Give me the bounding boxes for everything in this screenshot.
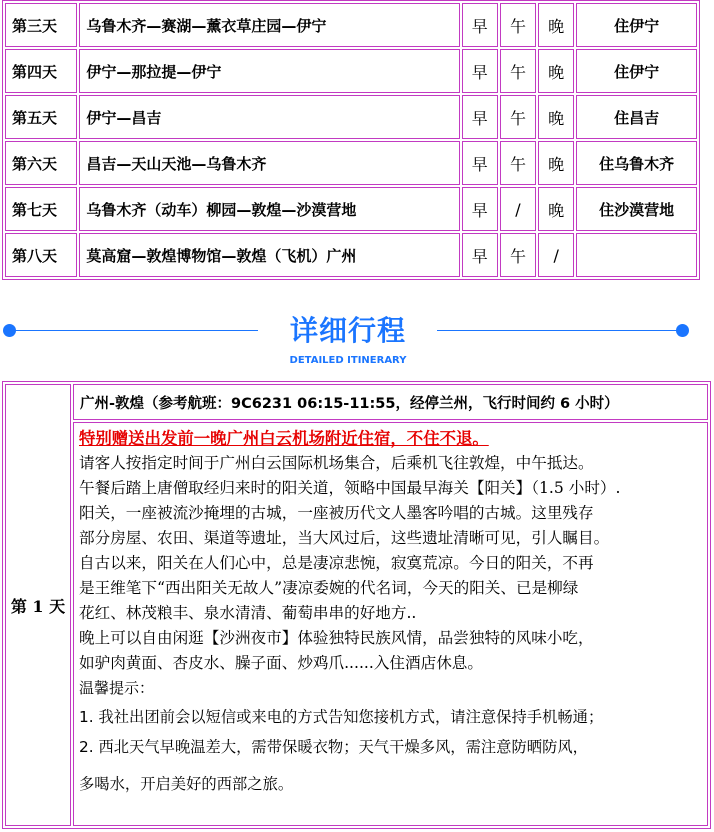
- lunch-cell: 午: [500, 3, 536, 47]
- breakfast-cell: 早: [462, 49, 498, 93]
- description-line: 请客人按指定时间于广州白云国际机场集合，后乘机飞往敦煌，中午抵达。: [79, 454, 594, 472]
- description-line: 部分房屋、农田、渠道等遗址，当大风过后，这些遗址清晰可见，引人瞩目。: [79, 529, 610, 547]
- flight-info: 广州-敦煌（参考航班：9C6231 06:15-11:55，经停兰州，飞行时间约 6 小时）: [73, 384, 708, 420]
- breakfast-cell: 早: [462, 95, 498, 139]
- table-row: [5, 95, 697, 139]
- lunch-cell: 午: [500, 233, 536, 277]
- table-row: [5, 384, 708, 420]
- section-heading: [0, 303, 714, 375]
- route-cell: 伊宁—那拉提—伊宁: [79, 49, 459, 93]
- day-cell: 第五天: [5, 95, 77, 139]
- dinner-cell: 晚: [538, 3, 574, 47]
- day-cell: 第三天: [5, 3, 77, 47]
- description-line: 花红、林茂粮丰、泉水清清、葡萄串串的好地方..: [79, 604, 417, 622]
- day-cell: 第六天: [5, 141, 77, 185]
- table-row: [5, 3, 697, 47]
- tip-item: 1. 我社出团前会以短信或来电的方式告知您接机方式，请注意保持手机畅通；: [79, 708, 604, 726]
- description-line: 晚上可以自由闲逛【沙洲夜市】体验独特民族风情，品尝独特的风味小吃，: [79, 629, 594, 647]
- breakfast-cell: 早: [462, 141, 498, 185]
- tip-item: 多喝水，开启美好的西部之旅。: [79, 775, 294, 793]
- hotel-cell: 住昌吉: [576, 95, 697, 139]
- day-detail-table: [2, 381, 711, 829]
- table-row: [5, 141, 697, 185]
- description-line: 是王维笔下“西出阳关无故人”凄凉委婉的代名词，今天的阳关、已是柳绿: [79, 579, 579, 597]
- description-line: 阳关，一座被流沙掩埋的古城，一座被历代文人墨客吟唱的古城。这里残存: [79, 504, 594, 522]
- tip-item: 2. 西北天气早晚温差大，需带保暖衣物；天气干燥多风，需注意防晒防风，: [79, 738, 588, 756]
- route-cell: 乌鲁木齐（动车）柳园—敦煌—沙漠营地: [79, 187, 459, 231]
- description-line: 自古以来，阳关在人们心中，总是凄凉悲惋，寂寞荒凉。今日的阳关，不再: [79, 554, 594, 572]
- table-row: [5, 422, 708, 826]
- day-cell: 第七天: [5, 187, 77, 231]
- lunch-cell: 午: [500, 95, 536, 139]
- description-line: 如驴肉黄面、杏皮水、臊子面、炒鸡爪......入住酒店休息。: [79, 654, 483, 672]
- dot-icon: [676, 324, 689, 337]
- lunch-cell: 午: [500, 141, 536, 185]
- dinner-cell: /: [538, 233, 574, 277]
- hotel-cell: [576, 233, 697, 277]
- route-cell: 莫高窟—敦煌博物馆—敦煌（飞机）广州: [79, 233, 459, 277]
- breakfast-cell: 早: [462, 3, 498, 47]
- route-cell: 伊宁—昌吉: [79, 95, 459, 139]
- day-cell: 第四天: [5, 49, 77, 93]
- lunch-cell: /: [500, 187, 536, 231]
- route-cell: 乌鲁木齐—赛湖—薰衣草庄园—伊宁: [79, 3, 459, 47]
- special-notice: 特别赠送出发前一晚广州白云机场附近住宿，不住不退。: [79, 429, 489, 448]
- dinner-cell: 晚: [538, 49, 574, 93]
- hotel-cell: 住乌鲁木齐: [576, 141, 697, 185]
- dinner-cell: 晚: [538, 141, 574, 185]
- section-title: 详细行程: [289, 314, 406, 347]
- table-row: [5, 187, 697, 231]
- divider-line: [10, 330, 258, 331]
- hotel-cell: 住伊宁: [576, 49, 697, 93]
- divider-line: [437, 330, 682, 331]
- day-cell: 第八天: [5, 233, 77, 277]
- table-row: [5, 49, 697, 93]
- day-label: 第 1 天: [5, 384, 71, 826]
- itinerary-summary-table: [2, 0, 700, 280]
- section-subtitle: DETAILED ITINERARY: [289, 355, 407, 366]
- day-content: [73, 422, 708, 826]
- dinner-cell: 晚: [538, 187, 574, 231]
- table-row: [5, 233, 697, 277]
- route-cell: 昌吉—天山天池—乌鲁木齐: [79, 141, 459, 185]
- breakfast-cell: 早: [462, 187, 498, 231]
- dinner-cell: 晚: [538, 95, 574, 139]
- description-line: 午餐后踏上唐僧取经归来时的阳关道，领略中国最早海关【阳关】（1.5 小时）.: [79, 479, 621, 497]
- tips-title: 温馨提示：: [79, 679, 155, 697]
- hotel-cell: 住沙漠营地: [576, 187, 697, 231]
- hotel-cell: 住伊宁: [576, 3, 697, 47]
- lunch-cell: 午: [500, 49, 536, 93]
- breakfast-cell: 早: [462, 233, 498, 277]
